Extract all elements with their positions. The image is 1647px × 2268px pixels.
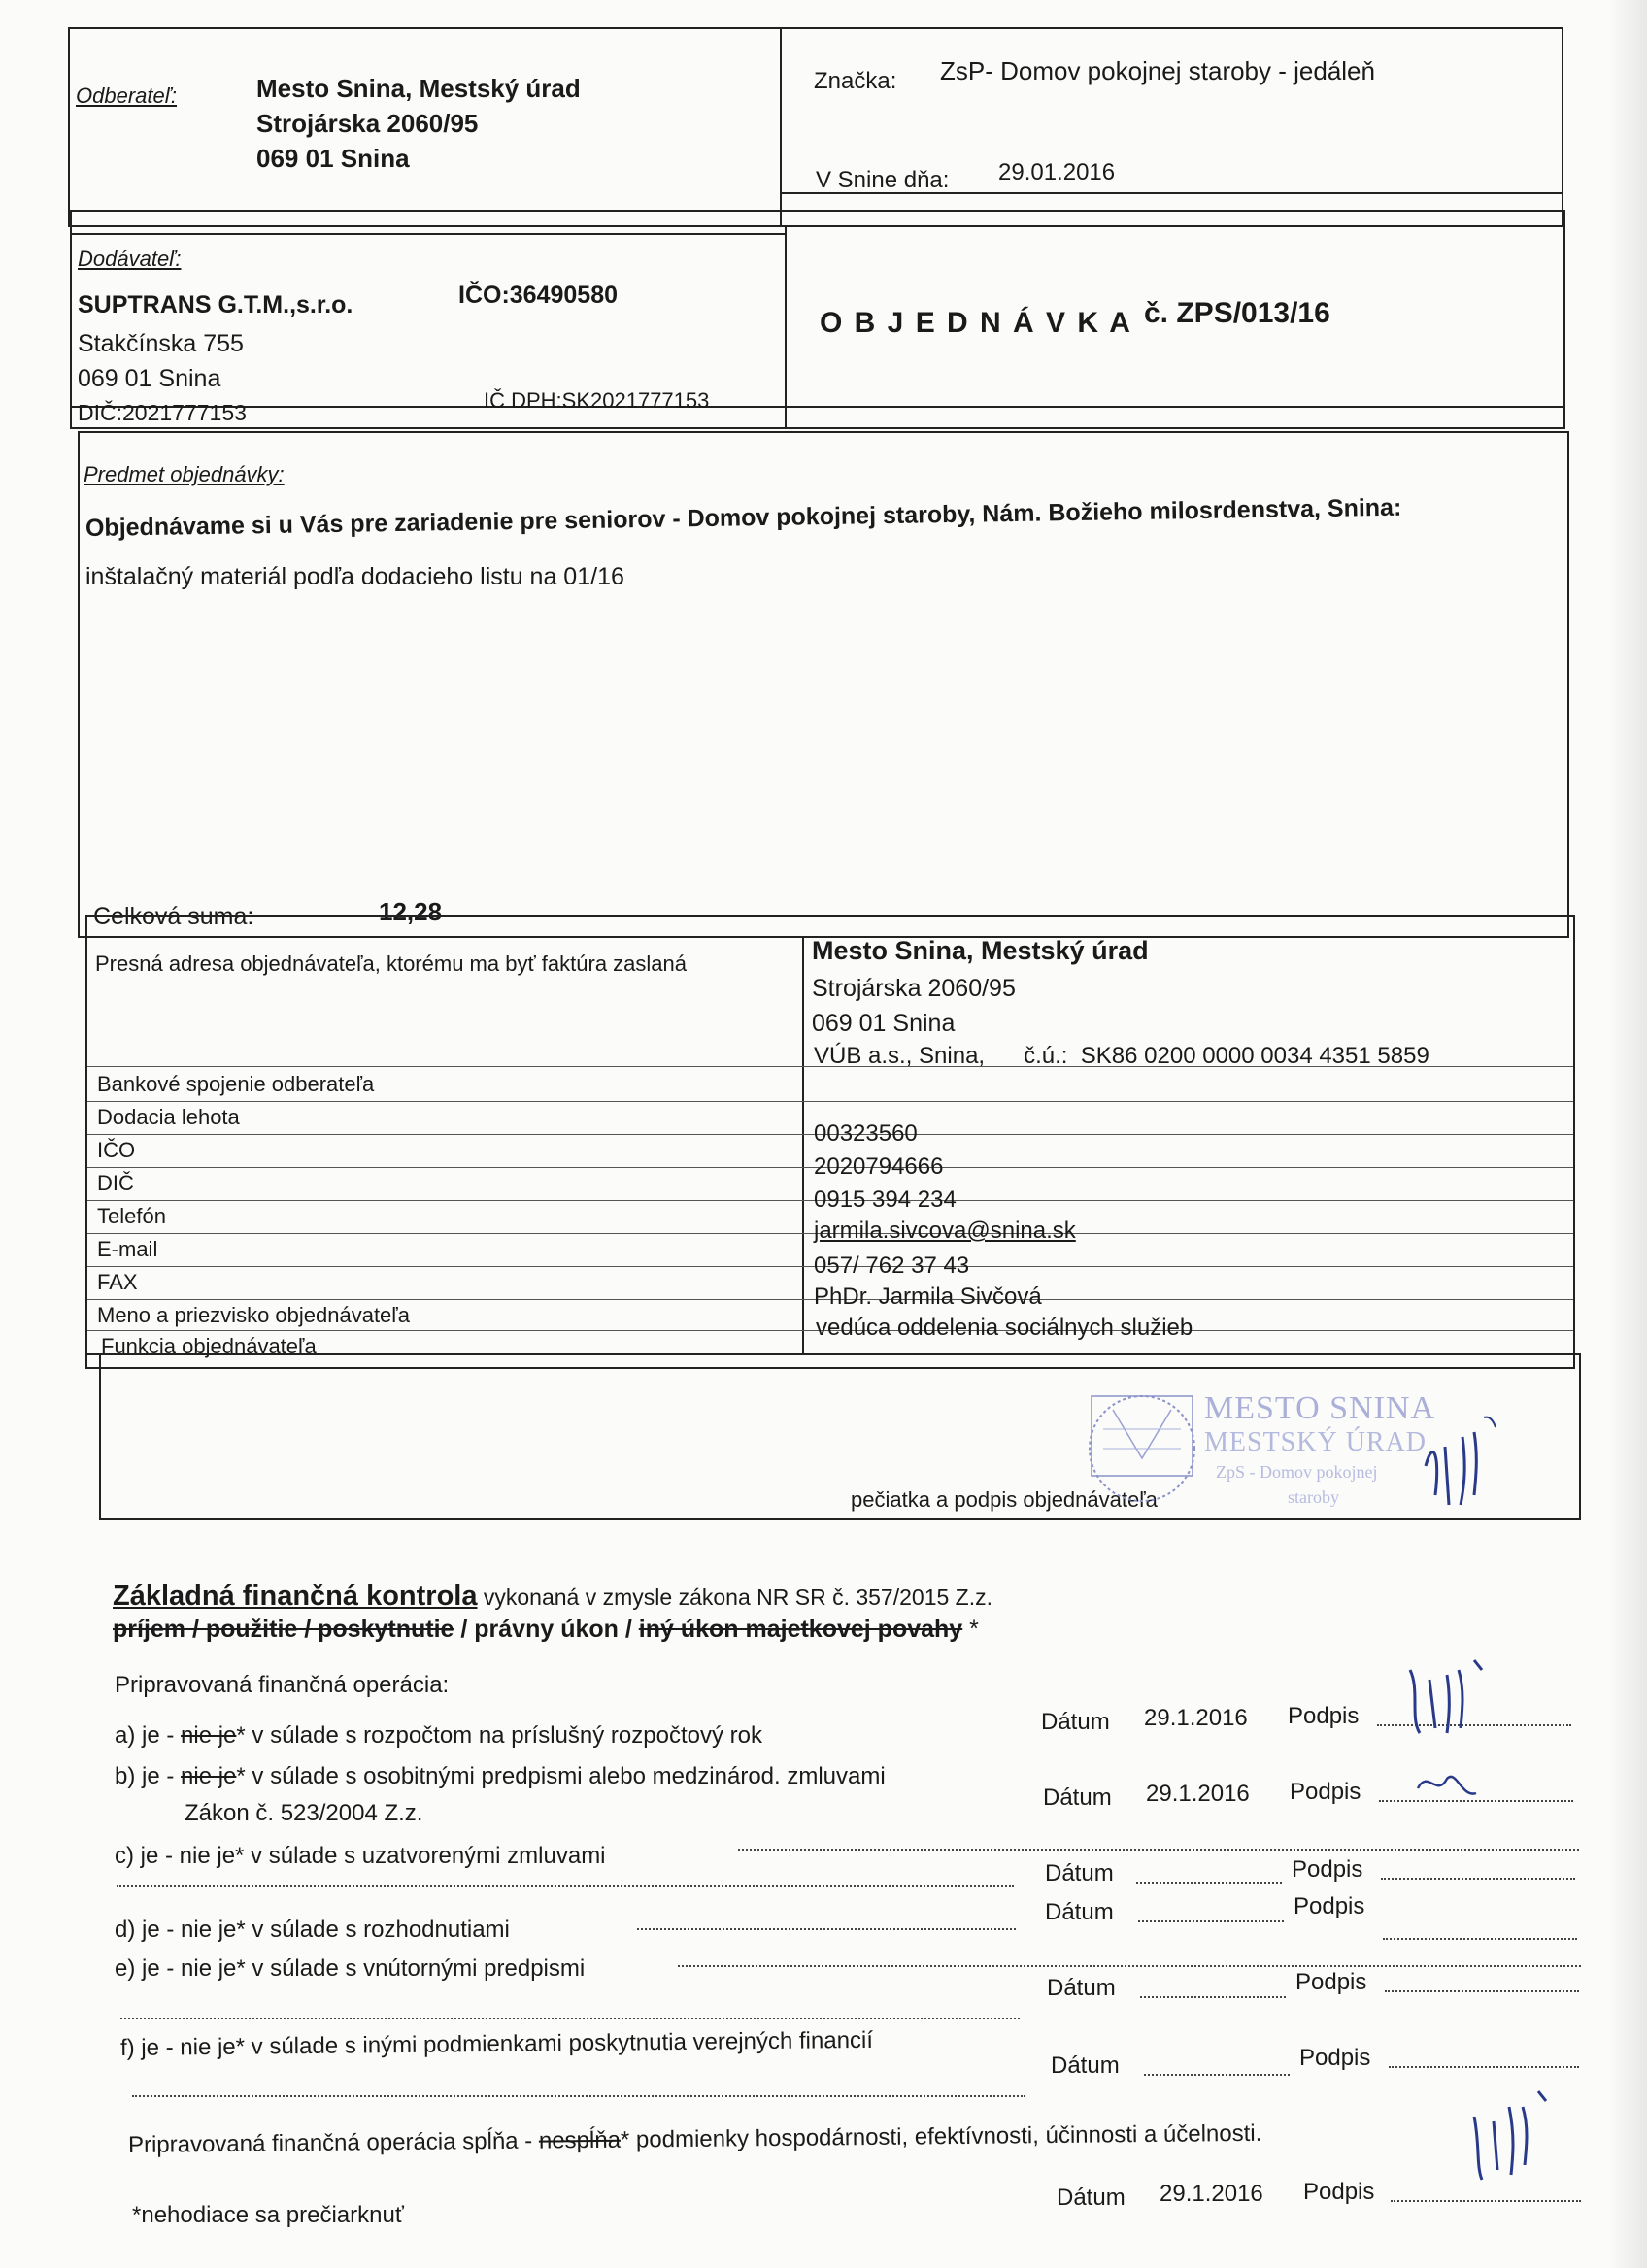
item-f: f) je - nie je* v súlade s inými podmienkami poskytnutia verejných financií: [119, 2026, 874, 2061]
stamp-emblem-icon: [1084, 1390, 1200, 1507]
total-label: Celková suma:: [93, 903, 254, 930]
podpis-e-line: [1385, 1990, 1579, 1992]
total-value: 12,28: [379, 897, 443, 926]
item-f-line: [132, 2095, 1025, 2097]
row-label-fax: FAX: [97, 1270, 138, 1294]
datum-b-value: 29.1.2016: [1146, 1781, 1250, 1807]
supplier-box: [70, 210, 1565, 429]
stamp-line3: ZpS - Domov pokojnej: [1216, 1462, 1378, 1482]
control-star: *: [962, 1616, 979, 1643]
details-divider: [802, 938, 804, 1353]
item-a: [115, 1722, 762, 1750]
odberatel-name: Mesto Snina, Mestský úrad: [256, 74, 581, 103]
supplier-dic: DIČ:2021777153: [78, 400, 247, 425]
stamp-line4: staroby: [1288, 1487, 1339, 1507]
row-label-email: E-mail: [97, 1237, 158, 1261]
row-value-function: vedúca oddelenia sociálnych služieb: [816, 1315, 1193, 1341]
page-edge: [1608, 0, 1647, 2268]
row-label-bank: Bankové spojenie odberateľa: [97, 1072, 375, 1096]
item-c-line2: [117, 1885, 1014, 1887]
datum-final-label: Dátum: [1057, 2185, 1126, 2211]
datum-c-label: Dátum: [1045, 1860, 1114, 1886]
date-value: 29.01.2016: [998, 159, 1116, 185]
control-title: Základná finančná kontrola: [113, 1581, 478, 1612]
row-label-delivery: Dodacia lehota: [97, 1105, 240, 1129]
address-city: 069 01 Snina: [812, 1010, 956, 1037]
podpis-final-line: [1391, 2200, 1581, 2202]
stamp-line2: MESTSKÝ ÚRAD: [1204, 1427, 1428, 1457]
supplier-divider: [785, 227, 787, 427]
stamp-line1: MESTO SNINA: [1204, 1390, 1436, 1426]
control-mid: / právny úkon /: [454, 1616, 639, 1643]
podpis-final-label: Podpis: [1303, 2179, 1375, 2205]
podpis-c-line: [1381, 1878, 1575, 1880]
podpis-a-label: Podpis: [1288, 1703, 1360, 1729]
address-street: Strojárska 2060/95: [812, 975, 1016, 1002]
podpis-d-label: Podpis: [1294, 1893, 1365, 1919]
podpis-e-label: Podpis: [1295, 1969, 1367, 1995]
datum-b-label: Dátum: [1043, 1784, 1112, 1811]
signature-stamp-icon: [1406, 1398, 1513, 1515]
odberatel-street: Strojárska 2060/95: [256, 109, 479, 138]
datum-f-label: Dátum: [1051, 2052, 1120, 2079]
row-value-dic: 2020794666: [814, 1153, 944, 1180]
signature-final-icon: [1461, 2078, 1577, 2185]
row-value-bank: VÚB a.s., Snina, č.ú.: SK86 0200 0000 0034 4351 5859: [814, 1043, 1429, 1069]
address-label: Presná adresa objednávateľa, ktorému ma byť faktúra zaslaná: [95, 951, 688, 976]
item-b-pre: b) je -: [115, 1763, 182, 1789]
item-b: [115, 1763, 886, 1790]
item-c: c) je - nie je* v súlade s uzatvorenými zmluvami: [115, 1843, 606, 1869]
supplier-street: Stakčínska 755: [78, 330, 244, 357]
supplier-icdph: IČ DPH:SK2021777153: [484, 388, 710, 413]
order-number: č. ZPS/013/16: [1144, 297, 1330, 329]
prep-label: Pripravovaná finančná operácia:: [115, 1672, 450, 1698]
supplier-name: SUPTRANS G.T.M.,s.r.o.: [78, 291, 353, 318]
datum-c-line: [1136, 1882, 1282, 1884]
item-b-strike: nie je: [181, 1763, 237, 1789]
row-label-ico: IČO: [97, 1138, 136, 1162]
subject-line1: Objednávame si u Vás pre zariadenie pre seniorov - Domov pokojnej staroby, Nám. Božieho milosrdenstva, Snina:: [84, 493, 1402, 542]
row-value-name: PhDr. Jarmila Sivčová: [814, 1284, 1042, 1310]
supplier-ico: IČO:36490580: [458, 282, 619, 309]
podpis-f-line: [1389, 2066, 1579, 2068]
row-label-name: Meno a priezvisko objednávateľa: [97, 1303, 410, 1327]
item-d: d) je - nie je* v súlade s rozhodnutiami: [115, 1917, 510, 1943]
supplier-city: 069 01 Snina: [78, 365, 221, 392]
item-b-law: Zákon č. 523/2004 Z.z.: [185, 1800, 423, 1826]
datum-e-label: Dátum: [1047, 1975, 1116, 2001]
odberatel-label: Odberateľ:: [76, 83, 178, 108]
final-pre: Pripravovaná finančná operácia spĺňa -: [127, 2127, 540, 2158]
final-post: * podmienky hospodárnosti, efektívnosti, účinnosti a účelnosti.: [620, 2119, 1262, 2153]
datum-final-value: 29.1.2016: [1160, 2181, 1263, 2207]
item-d-line: [637, 1928, 1016, 1930]
control-title-rest: vykonaná v zmysle zákona NR SR č. 357/2015 Z.z.: [477, 1584, 993, 1610]
signature-b-icon: [1408, 1759, 1496, 1808]
order-title: O B J E D N Á V K A: [820, 307, 1132, 339]
subject-line2: inštalačný materiál podľa dodacieho listu na 01/16: [85, 563, 624, 590]
datum-e-line: [1140, 1996, 1286, 1998]
row-value-fax: 057/ 762 37 43: [814, 1252, 970, 1279]
item-e-line: [678, 1965, 1581, 1967]
datum-f-line: [1144, 2074, 1290, 2076]
footnote: *nehodiace sa prečiarknuť: [132, 2202, 404, 2228]
control-title-line: [113, 1581, 992, 1613]
row-sep: [87, 1101, 1573, 1102]
supplier-bottom-rule: [72, 406, 1565, 408]
header-divider: [780, 27, 782, 227]
signature-a-icon: [1391, 1651, 1507, 1738]
item-e-line2: [120, 2018, 1020, 2019]
row-value-ico: 00323560: [814, 1120, 918, 1147]
control-line2: [113, 1616, 979, 1644]
podpis-f-label: Podpis: [1299, 2045, 1371, 2071]
datum-a-label: Dátum: [1041, 1709, 1110, 1735]
supplier-rule: [72, 233, 785, 235]
row-label-dic: DIČ: [97, 1171, 134, 1195]
row-label-function: Funkcia objednávateľa: [101, 1334, 317, 1358]
podpis-c-label: Podpis: [1292, 1856, 1363, 1883]
supplier-label: Dodávateľ:: [78, 247, 182, 271]
datum-d-line: [1138, 1920, 1284, 1922]
item-e: e) je - nie je* v súlade s vnútornými predpismi: [115, 1955, 586, 1982]
stamp-caption: pečiatka a podpis objednávateľa: [851, 1487, 1158, 1512]
row-label-phone: Telefón: [97, 1204, 166, 1228]
final-strike: nespĺňa: [538, 2126, 622, 2154]
final-line: [128, 2120, 1262, 2159]
stamp: [1084, 1390, 1443, 1517]
item-a-post: * v súlade s rozpočtom na príslušný rozpočtový rok: [236, 1722, 762, 1749]
row-d-line-full: [1383, 1938, 1577, 1940]
odberatel-city: 069 01 Snina: [256, 144, 410, 173]
datum-d-label: Dátum: [1045, 1899, 1114, 1925]
row-value-email: jarmila.sivcova@snina.sk: [814, 1217, 1076, 1244]
control-strike1: príjem / použitie / poskytnutie: [113, 1616, 454, 1643]
subject-label: Predmet objednávky:: [84, 462, 285, 486]
znacka-value: ZsP- Domov pokojnej staroby - jedáleň: [940, 56, 1375, 85]
znacka-label: Značka:: [814, 68, 897, 94]
row-value-phone: 0915 394 234: [814, 1186, 957, 1213]
address-name: Mesto Snina, Mestský úrad: [812, 936, 1149, 965]
control-strike2: iný úkon majetkovej povahy: [638, 1616, 963, 1643]
podpis-b-label: Podpis: [1290, 1779, 1361, 1805]
item-b-post: * v súlade s osobitnými predpismi alebo medzinárod. zmluvami: [236, 1763, 886, 1789]
datum-a-value: 29.1.2016: [1144, 1705, 1248, 1731]
item-a-pre: a) je -: [115, 1722, 182, 1749]
item-c-line-right: [738, 1849, 1579, 1851]
date-label: V Snine dňa:: [816, 167, 950, 193]
item-a-strike: nie je: [181, 1722, 237, 1749]
